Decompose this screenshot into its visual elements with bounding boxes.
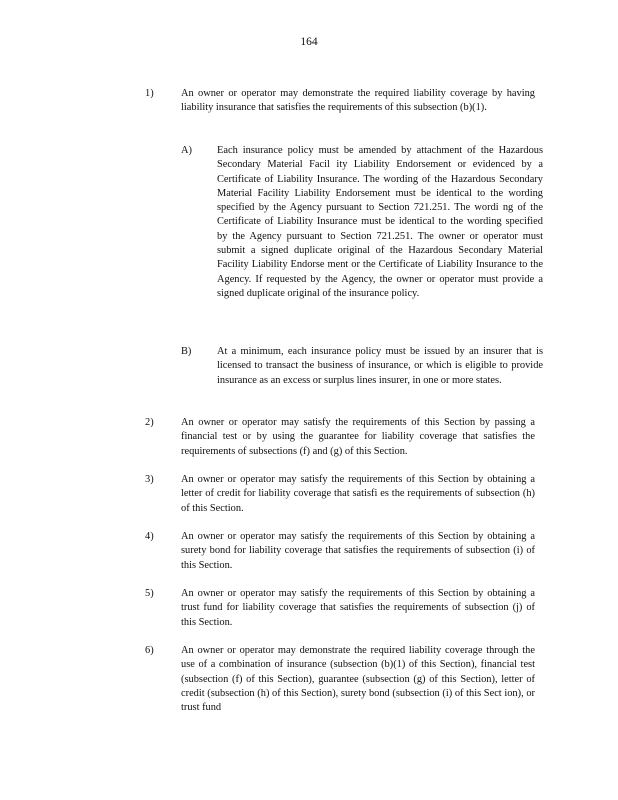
item-label: 1)	[145, 88, 154, 99]
item-text: At a minimum, each insurance policy must be issued by an insurer that is licensed to transact the business of insurance, or which is eligible to provide insurance as an excess or surplus lines insurer, in one or more states.	[217, 346, 543, 386]
item-text: An owner or operator may satisfy the requirements of this Section by obtaining a letter of credit for liability coverage that satisfi es the requirements of subsection (h) of this Section.	[181, 474, 535, 514]
item-label: B)	[181, 346, 192, 357]
page-number: 164	[300, 36, 318, 48]
item-label: 2)	[145, 417, 154, 428]
item-label: 5)	[145, 588, 154, 599]
item-text: An owner or operator may demonstrate the required liability coverage by having liability insurance that satisfies the requirements of this subsection (b)(1).	[181, 88, 535, 114]
item-text: Each insurance policy must be amended by attachment of the Hazardous Secondary Material Facil ity Liability Endorsement or evidenced by a Certificate of Liability Insurance. The wording of the Hazardous Secondary Material Facility Liability Endorsement must be identical to the wording specified by the Agency pursuant to Section 721.251. The wordi ng of the Certificate of Liability Insurance must be identical to the wording specified by the Agency pursuant to Section 721.251. The owner or operator must submit a signed duplicate original of the Hazardous Secondary Material Facility Liability Endorse ment or the Certificate of Liability Insurance to the Agency. If requested by the Agency, the owner or operator must provide a signed duplicate original of the insurance policy.	[217, 145, 543, 299]
item-text: An owner or operator may demonstrate the required liability coverage through the use of a combination of insurance (subsection (b)(1) of this Section), financial test (subsection (f) of this Section), guarantee (subsection (g) of this Section), letter of credit (subsection (h) of this Section), surety bond (subsection (i) of this Sect ion), or trust fund	[181, 645, 535, 714]
item-label: 3)	[145, 474, 154, 485]
item-text: An owner or operator may satisfy the requirements of this Section by obtaining a trust fund for liability coverage that satisfies the requirements of subsection (j) of this Section.	[181, 588, 535, 628]
item-text: An owner or operator may satisfy the requirements of this Section by passing a financial test or by using the guarantee for liability coverage that satisfies the requirements of subsections (f) and (g) of this Section.	[181, 417, 535, 457]
item-label: A)	[181, 145, 192, 156]
item-text: An owner or operator may satisfy the requirements of this Section by obtaining a surety bond for liability coverage that satisfies the requirements of subsection (i) of this Section.	[181, 531, 535, 571]
item-label: 4)	[145, 531, 154, 542]
item-label: 6)	[145, 645, 154, 656]
